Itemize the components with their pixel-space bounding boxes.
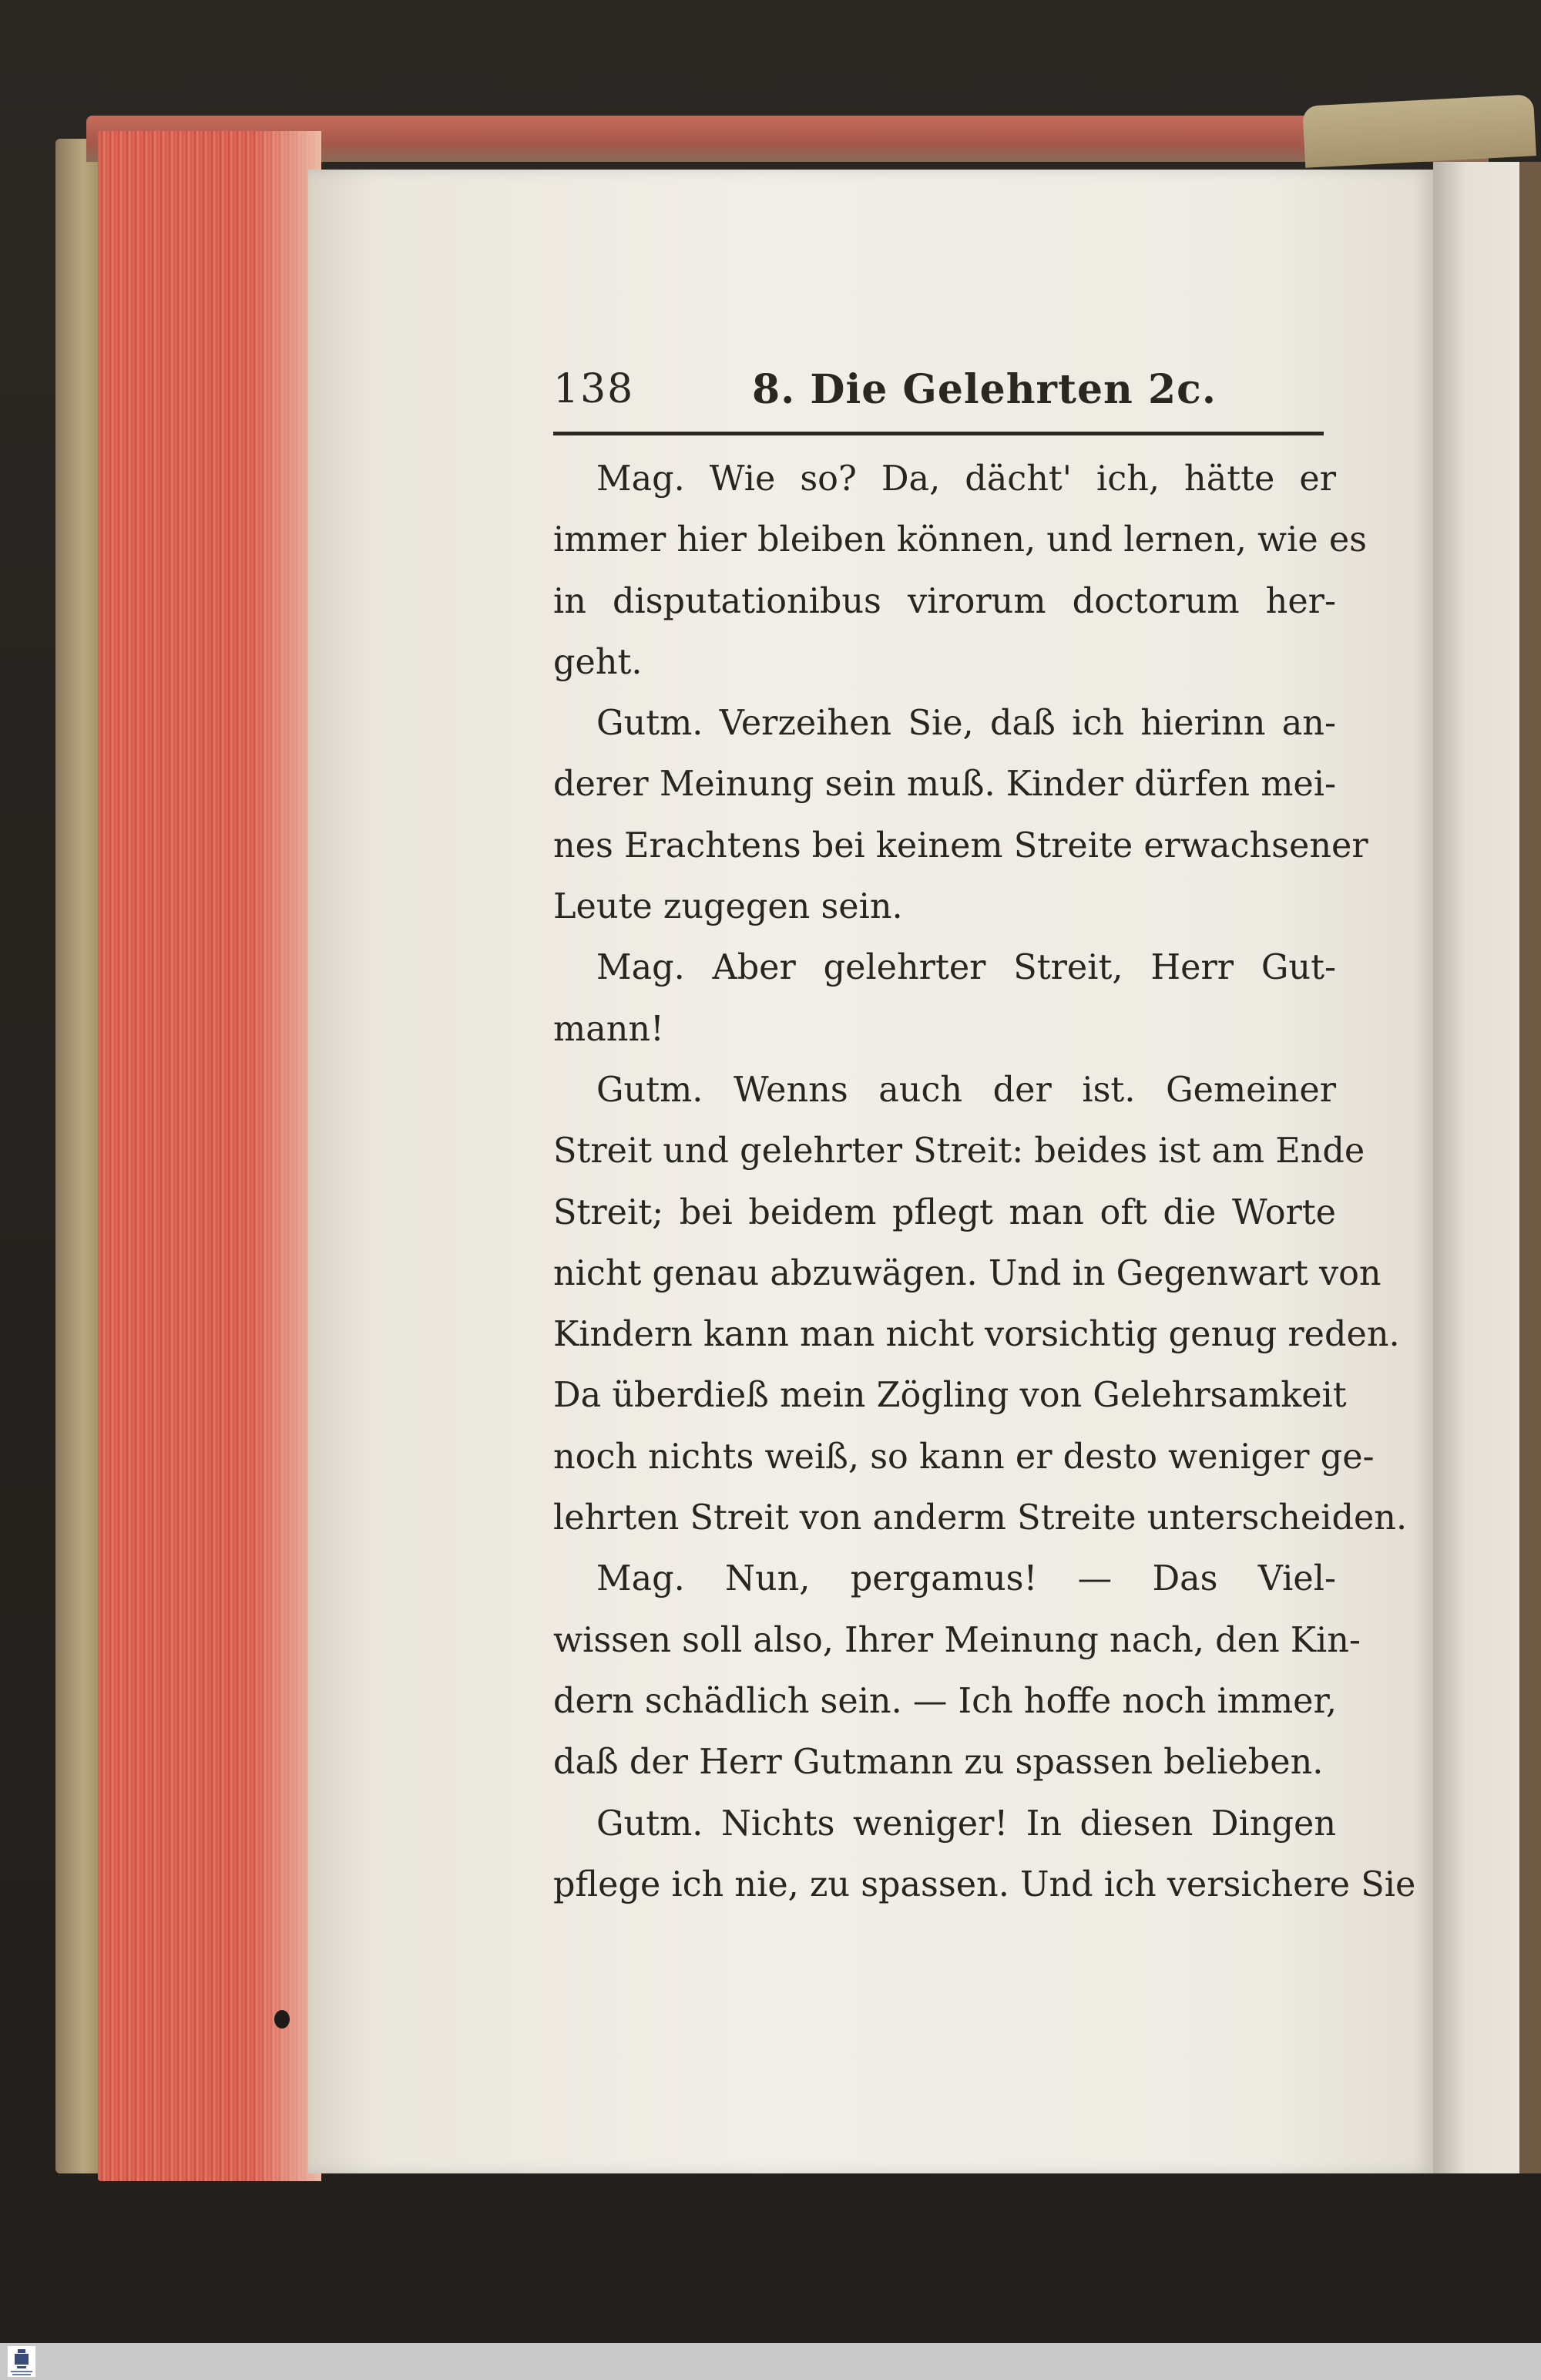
header-rule (553, 432, 1324, 435)
text-line: Kindern kann man nicht vorsichtig genug reden. (553, 1315, 1400, 1355)
text-line: wissen soll also, Ihrer Meinung nach, den Kin- (553, 1620, 1361, 1660)
text-line: nes Erachtens bei keinem Streite erwachsener (553, 825, 1368, 866)
page-number: 138 (553, 366, 635, 412)
text-line: geht. (553, 642, 643, 682)
body-text (553, 449, 1416, 1915)
facing-page-edge (1519, 162, 1541, 2173)
text-line: Da überdieß mein Zögling von Gelehrsamkeit (553, 1376, 1347, 1416)
text-line: noch nichts weiß, so kann er desto weniger ge- (553, 1437, 1375, 1477)
running-title: 8. Die Gelehrten 2c. (752, 366, 1217, 413)
text-line: derer Meinung sein muß. Kinder dürfen mei- (553, 765, 1336, 805)
red-page-edges (98, 131, 321, 2181)
text-line: Gutm. Verzeihen Sie, daß ich hierinn an- (596, 704, 1336, 744)
spine-top (1302, 94, 1536, 168)
text-line: Streit; bei beidem pflegt man oft die Worte (553, 1192, 1336, 1232)
text-line: lehrten Streit von anderm Streite unterscheiden. (553, 1498, 1408, 1538)
text-line: in disputationibus virorum doctorum her- (553, 581, 1336, 621)
text-line: nicht genau abzuwägen. Und in Gegenwart von (553, 1253, 1382, 1293)
ink-spot (274, 2010, 290, 2029)
text-line: mann! (553, 1009, 664, 1049)
text-line: Mag. Nun, pergamus! — Das Viel- (596, 1559, 1336, 1599)
page-header (553, 366, 1331, 422)
book-cover-edge (55, 139, 102, 2173)
viewer-footer-bar (0, 2343, 1541, 2380)
text-line: immer hier bleiben können, und lernen, wie es (553, 520, 1368, 560)
text-line: Mag. Aber gelehrter Streit, Herr Gut- (596, 948, 1336, 988)
text-line: dern schädlich sein. — Ich hoffe noch immer, (553, 1681, 1338, 1721)
text-line: Gutm. Nichts weniger! In diesen Dingen (596, 1803, 1336, 1844)
text-line: daß der Herr Gutmann zu spassen belieben. (553, 1743, 1324, 1783)
text-line: Streit und gelehrter Streit: beides ist am Ende (553, 1131, 1365, 1172)
text-line: Leute zugegen sein. (553, 887, 903, 927)
text-line: pflege ich nie, zu spassen. Und ich versichere Sie (553, 1864, 1416, 1904)
text-line: Gutm. Wenns auch der ist. Gemeiner (596, 1070, 1336, 1110)
library-logo-icon (8, 2346, 35, 2377)
text-line: Mag. Wie so? Da, dächt' ich, hätte er (596, 459, 1336, 499)
